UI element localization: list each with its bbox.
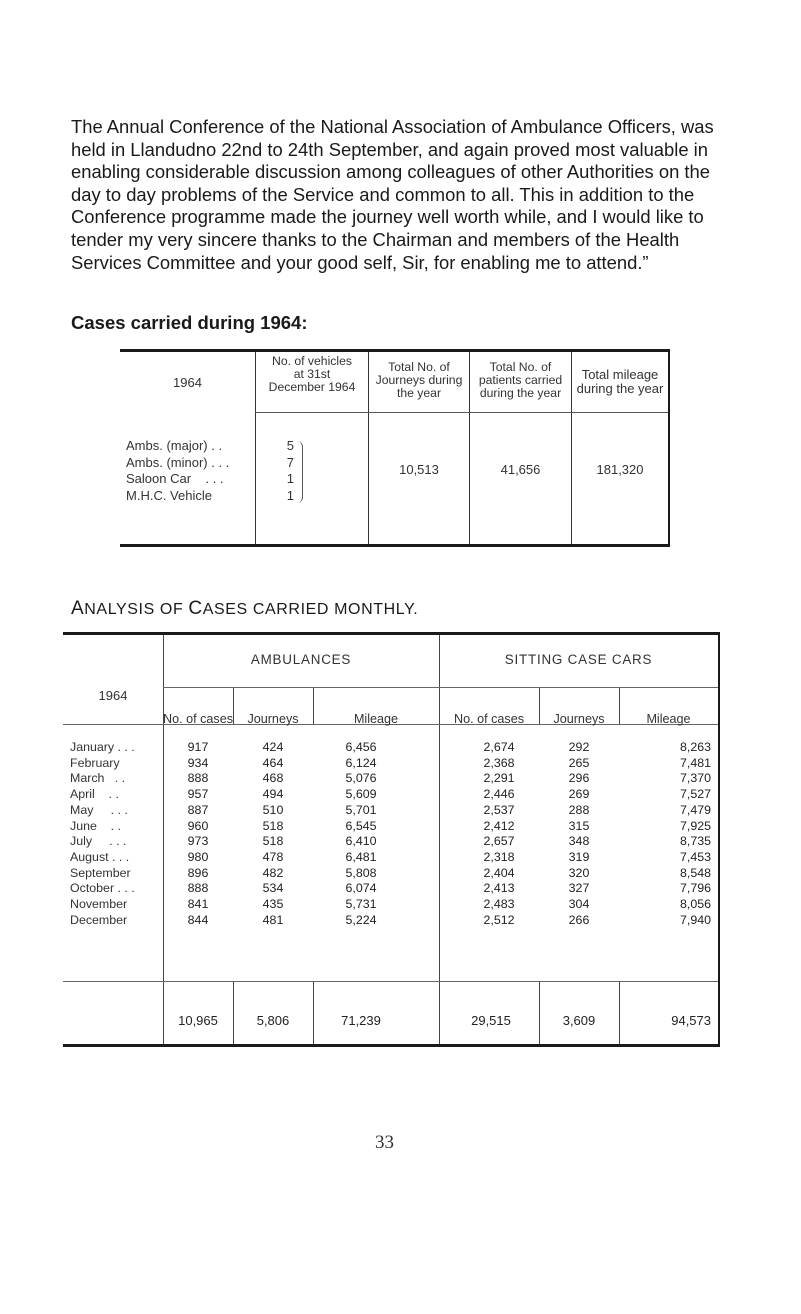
amb-journeys-column: 424 464 468 494 510 518 518 478 482 534 435 481 [262, 740, 284, 927]
amb-journeys-total: 5,806 [256, 1013, 290, 1028]
amb-mileage-header: Mileage [353, 712, 399, 726]
amb-cases-header: No. of cases [163, 712, 233, 726]
month-labels: January . . . February March . . April . . May . . . June . . July . . . August . . . September October . . . November December [70, 740, 135, 927]
sitting-case-cars-group-header: SITTING CASE CARS [504, 652, 653, 667]
vehicles-header: No. of vehicles at 31st December 1964 [268, 354, 356, 394]
amb-cases-total: 10,965 [178, 1013, 218, 1028]
total-journeys: 10,513 [399, 462, 439, 477]
scc-mileage-header: Mileage [646, 712, 691, 726]
vehicle-types: Ambs. (major) . . Ambs. (minor) . . . Saloon Car . . . M.H.C. Vehicle [126, 438, 230, 503]
monthly-analysis-table [63, 632, 718, 1047]
amb-journeys-header: Journeys [247, 712, 299, 726]
vehicle-brace [296, 441, 303, 503]
scc-journeys-total: 3,609 [562, 1013, 596, 1028]
scc-cases-header: No. of cases [454, 712, 524, 726]
amb-mileage-total: 71,239 [341, 1013, 381, 1028]
scc-mileage-column: 8,263 7,481 7,370 7,527 7,479 7,925 8,735 7,453 8,548 7,796 8,056 7,940 [679, 740, 711, 927]
vehicles-summary-table [120, 349, 670, 547]
ambulances-group-header: AMBULANCES [250, 652, 352, 667]
journeys-header: Total No. of Journeys during the year [375, 360, 463, 400]
amb-cases-column: 917 934 888 957 887 960 973 980 896 888 841 844 [187, 740, 209, 927]
patients-header: Total No. of patients carried during the year [478, 360, 563, 400]
scc-journeys-column: 292 265 296 269 288 315 348 319 320 327 304 266 [568, 740, 590, 927]
page-number: 33 [375, 1132, 394, 1153]
total-patients: 41,656 [500, 462, 541, 477]
scc-cases-column: 2,674 2,368 2,291 2,446 2,537 2,412 2,657 2,318 2,404 2,413 2,483 2,512 [483, 740, 515, 927]
table2-year: 1964 [98, 688, 128, 703]
amb-mileage-column: 6,456 6,124 5,076 5,609 5,701 6,545 6,410 6,481 5,808 6,074 5,731 5,224 [345, 740, 377, 927]
analysis-heading: ANALYSIS OF CASES CARRIED MONTHLY. [71, 598, 419, 619]
scc-journeys-header: Journeys [553, 712, 605, 726]
total-mileage: 181,320 [596, 462, 644, 477]
cases-carried-heading: Cases carried during 1964: [71, 312, 308, 333]
scc-mileage-total: 94,573 [671, 1013, 711, 1028]
scc-cases-total: 29,515 [471, 1013, 511, 1028]
vehicle-counts: 5 7 1 1 [286, 438, 294, 503]
table1-year: 1964 [173, 375, 202, 390]
intro-paragraph: The Annual Conference of the National Association of Ambulance Officers, was held in Llandudno 22nd to 24th September, and again proved most valuable in enabling considerable discussion among colleagues of other Authorities on the day to day problems of the Service and common to all. This in addition to the Conference programme made the journey well worth while, and I would like to tender my very sincere thanks to the Chairman and members of the Health Services Committee and your good self, Sir, for enabling me to attend.” [71, 116, 714, 273]
mileage-header: Total mileage during the year [576, 367, 664, 396]
